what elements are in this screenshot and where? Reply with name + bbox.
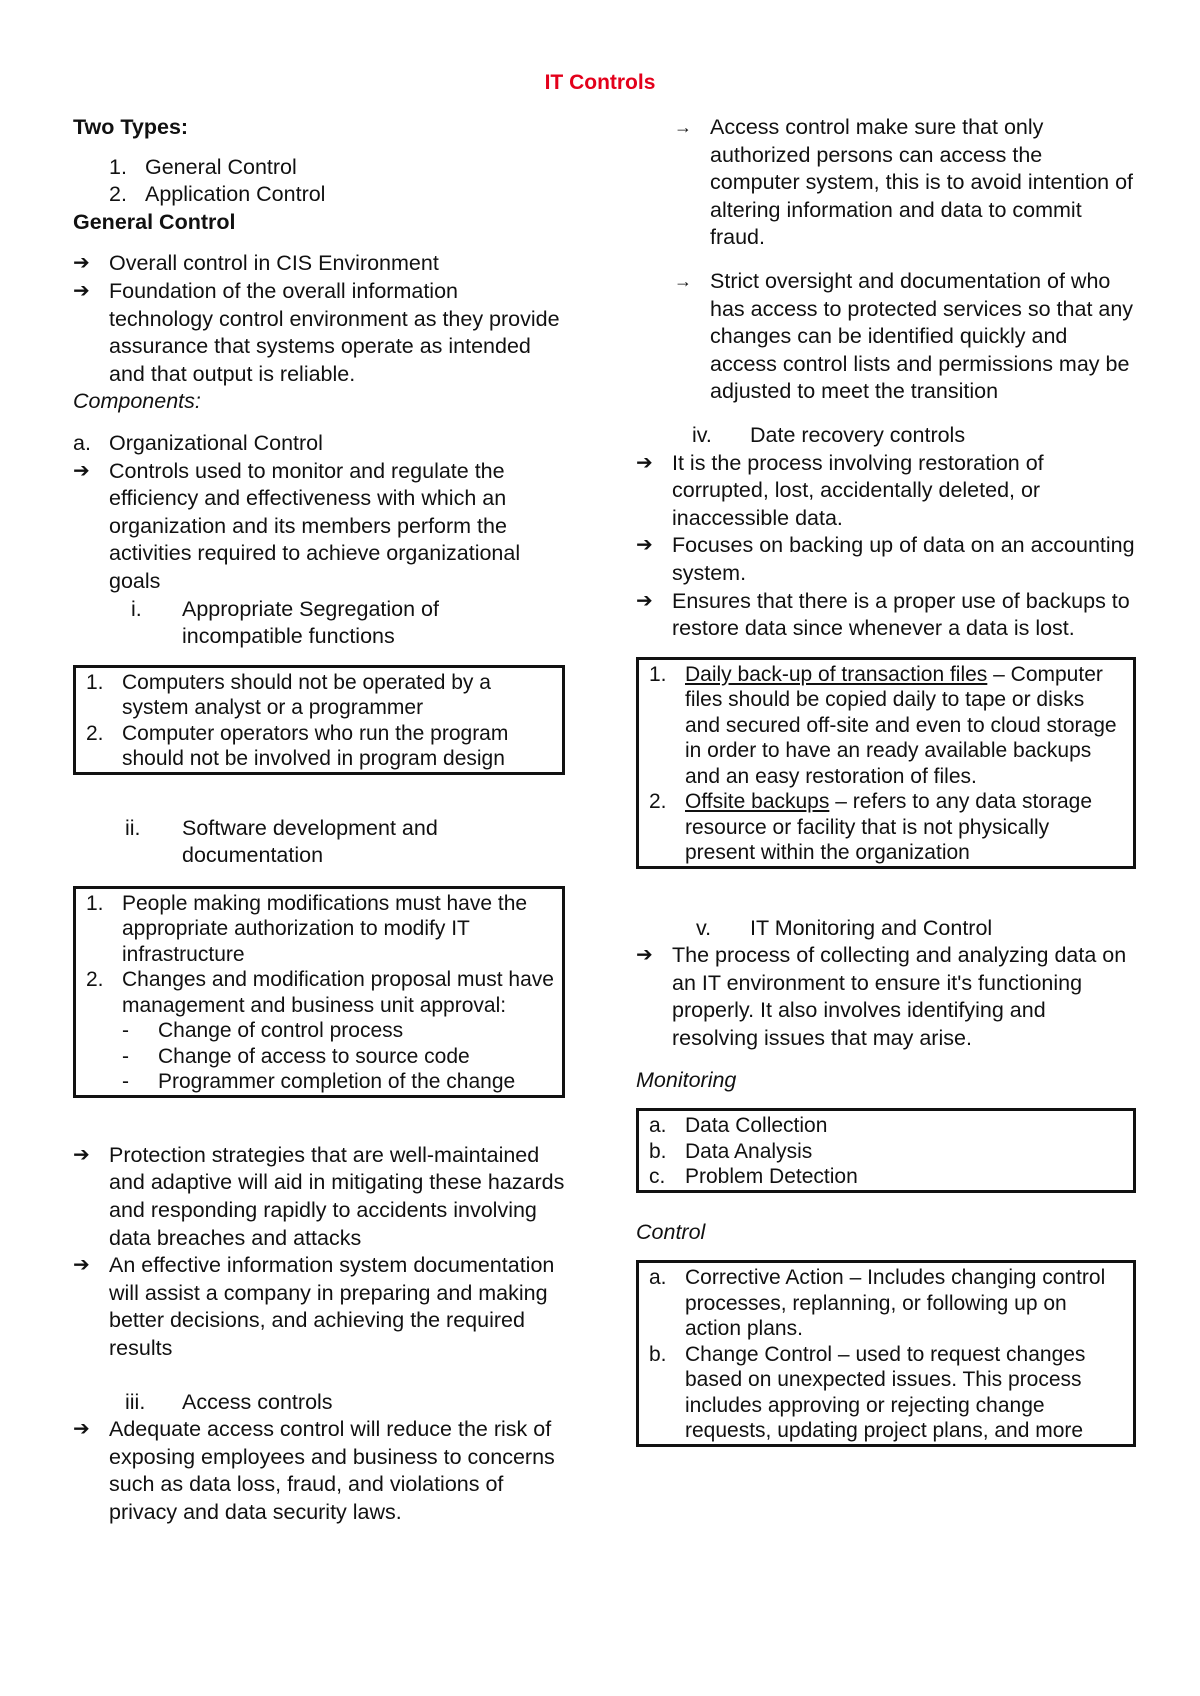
list-marker: 2. bbox=[109, 182, 127, 207]
list-item-text: Programmer completion of the change bbox=[158, 1070, 516, 1094]
list-item bbox=[86, 891, 554, 968]
components-heading: Components: bbox=[73, 389, 201, 414]
list-item-text: Data Analysis bbox=[685, 1139, 813, 1163]
arrow-icon: → bbox=[674, 270, 692, 291]
list-item-text: Corrective Action – Includes changing control processes, replanning, or following up on action plans. bbox=[685, 1266, 1106, 1341]
roman-marker: v. bbox=[696, 915, 712, 940]
arrow-icon: ➔ bbox=[73, 279, 90, 302]
list-item bbox=[86, 670, 554, 721]
list-item-term: Daily back-up of transaction files bbox=[685, 662, 988, 686]
arrow-icon: ➔ bbox=[73, 459, 90, 482]
list-item bbox=[649, 1164, 1125, 1190]
list-marker: b. bbox=[649, 1342, 667, 1366]
sub-heading-i bbox=[73, 596, 565, 651]
list-item-text: Changes and modification proposal must have management and business unit approval: bbox=[122, 968, 554, 1017]
monitoring-box bbox=[636, 1108, 1136, 1193]
list-marker: a. bbox=[649, 1114, 667, 1138]
list-item bbox=[73, 1416, 565, 1526]
list-marker: 2. bbox=[649, 790, 667, 814]
sub-heading-iii bbox=[73, 1389, 565, 1417]
two-types-heading: Two Types: bbox=[73, 115, 189, 139]
software-dev-list bbox=[86, 891, 554, 1095]
arrow-icon: ➔ bbox=[73, 1418, 90, 1441]
dash-marker: - bbox=[122, 1019, 129, 1043]
list-item-text: Protection strategies that are well-maintained and adaptive will aid in mitigating these hazards and responding rapidly to accidents involving data breaches and attacks bbox=[109, 1142, 565, 1250]
list-marker: 1. bbox=[86, 891, 104, 915]
arrow-icon: ➔ bbox=[636, 451, 653, 474]
org-control-points bbox=[73, 458, 565, 596]
list-item bbox=[674, 114, 1136, 252]
roman-marker: i. bbox=[131, 596, 142, 621]
backup-box bbox=[636, 657, 1136, 869]
list-item bbox=[73, 154, 565, 182]
list-item-text: Computer operators who run the program should not be involved in program design bbox=[122, 721, 509, 771]
list-marker: 1. bbox=[649, 662, 667, 686]
roman-marker: iv. bbox=[692, 422, 712, 447]
list-item-text: – Computer files should be copied daily to tape or disks and secured off-site and even to cloud storage in order to have an ready available backups and an easy restoration of files. bbox=[685, 662, 1117, 788]
dash-marker: - bbox=[122, 1044, 129, 1068]
general-control-points bbox=[73, 250, 565, 388]
list-item-text: An effective information system documentation will assist a company in preparing and making better decisions, and achieving the required results bbox=[109, 1253, 555, 1361]
arrow-icon: ➔ bbox=[636, 534, 653, 557]
list-item-text: Data Collection bbox=[685, 1114, 828, 1138]
control-list bbox=[649, 1265, 1125, 1444]
recovery-points bbox=[636, 450, 1136, 643]
list-item-text: General Control bbox=[145, 154, 297, 179]
list-item bbox=[73, 1142, 565, 1252]
org-control-item bbox=[73, 430, 565, 458]
sub-heading-text: Date recovery controls bbox=[750, 422, 966, 447]
list-item bbox=[73, 250, 565, 278]
roman-marker: iii. bbox=[125, 1389, 146, 1414]
list-item bbox=[122, 1018, 554, 1044]
list-item bbox=[674, 268, 1136, 406]
left-column bbox=[73, 114, 565, 1527]
list-item bbox=[86, 967, 554, 1095]
list-item bbox=[636, 450, 1136, 533]
control-heading: Control bbox=[636, 1219, 706, 1244]
approval-dash-list bbox=[122, 1018, 554, 1095]
list-item bbox=[122, 1069, 554, 1095]
list-item bbox=[73, 278, 565, 388]
list-item bbox=[649, 1342, 1125, 1444]
list-item-text: Change of control process bbox=[158, 1019, 404, 1043]
list-item-text: Controls used to monitor and regulate the efficiency and effectiveness with which an organization and its members perform the activities required to achieve organizational goals bbox=[109, 458, 521, 593]
dash-marker: - bbox=[122, 1070, 129, 1094]
monitoring-points bbox=[636, 942, 1136, 1052]
list-marker: a. bbox=[649, 1266, 667, 1290]
sub-heading-text: Appropriate Segregation of incompatible functions bbox=[182, 596, 439, 649]
list-marker: 1. bbox=[109, 154, 127, 179]
list-marker: 1. bbox=[86, 670, 104, 694]
general-control-heading: General Control bbox=[73, 209, 236, 234]
page-title: IT Controls bbox=[544, 71, 656, 94]
sub-heading-text: IT Monitoring and Control bbox=[750, 915, 993, 940]
list-item bbox=[86, 721, 554, 772]
list-item-text: Change Control – used to request changes based on unexpected issues. This process includes approving or rejecting change requests, updating project plans, and more bbox=[685, 1342, 1086, 1443]
list-item bbox=[649, 1265, 1125, 1342]
list-marker: a. bbox=[73, 430, 91, 455]
access-points-continued bbox=[636, 114, 1136, 406]
list-item-text: Change of access to source code bbox=[158, 1044, 470, 1068]
sub-heading-ii bbox=[73, 815, 565, 870]
sub-heading-v bbox=[636, 915, 1136, 943]
list-item-text: – refers to any data storage resource or facility that is not physically present within the organization bbox=[685, 790, 1093, 865]
segregation-box bbox=[73, 665, 565, 775]
two-types-list bbox=[73, 154, 565, 209]
list-item-text: Overall control in CIS Environment bbox=[109, 251, 439, 276]
segregation-list bbox=[86, 670, 554, 772]
list-item bbox=[636, 532, 1136, 587]
list-item bbox=[649, 789, 1125, 866]
list-item-term: Offsite backups bbox=[685, 790, 830, 814]
arrow-icon: ➔ bbox=[636, 589, 653, 612]
list-item-text: Computers should not be operated by a system analyst or a programmer bbox=[122, 670, 491, 720]
list-item bbox=[73, 1252, 565, 1362]
list-item-text: Organizational Control bbox=[109, 430, 323, 455]
list-item-text: Adequate access control will reduce the risk of exposing employees and business to concerns such as data loss, fraud, and violations of privacy and data security laws. bbox=[109, 1417, 555, 1524]
list-item-text: Strict oversight and documentation of who has access to protected services so that any changes can be identified quickly and access control lists and permissions may be adjusted to meet the transition bbox=[710, 268, 1134, 404]
sub-heading-iv bbox=[636, 422, 1136, 450]
right-column bbox=[636, 114, 1136, 1447]
list-marker: b. bbox=[649, 1139, 667, 1163]
list-item-text: Application Control bbox=[145, 182, 326, 207]
sub-heading-text: Software development and documentation bbox=[182, 815, 438, 868]
list-item-text: Focuses on backing up of data on an accounting system. bbox=[672, 533, 1135, 585]
arrow-icon: ➔ bbox=[73, 1143, 90, 1166]
list-marker: 2. bbox=[86, 721, 104, 745]
list-item-text: Access control make sure that only authorized persons can access the computer system, this is to avoid intention of altering information and data to commit fraud. bbox=[710, 115, 1134, 250]
list-item bbox=[122, 1044, 554, 1070]
arrow-icon: ➔ bbox=[73, 1254, 90, 1277]
monitoring-list bbox=[649, 1113, 1125, 1190]
roman-marker: ii. bbox=[125, 815, 141, 840]
list-item-text: Ensures that there is a proper use of backups to restore data since whenever a data is lost. bbox=[672, 588, 1130, 641]
list-item-text: The process of collecting and analyzing data on an IT environment to ensure it's functioning properly. It also involves identifying and resolving issues that may arise. bbox=[672, 943, 1127, 1051]
list-item-text: People making modifications must have the appropriate authorization to modify IT infrastructure bbox=[122, 891, 528, 966]
protection-points bbox=[73, 1142, 565, 1363]
software-dev-box bbox=[73, 886, 565, 1098]
monitoring-heading: Monitoring bbox=[636, 1067, 737, 1092]
access-points bbox=[73, 1416, 565, 1526]
list-item bbox=[636, 588, 1136, 643]
list-marker: 2. bbox=[86, 968, 104, 992]
list-marker: c. bbox=[649, 1165, 666, 1189]
list-item bbox=[649, 662, 1125, 790]
list-item bbox=[649, 1113, 1125, 1139]
arrow-icon: ➔ bbox=[636, 944, 653, 967]
arrow-icon: ➔ bbox=[73, 252, 90, 275]
list-item-text: Foundation of the overall information technology control environment as they provide assurance that systems operate as intended and that output is reliable. bbox=[109, 278, 560, 386]
list-item-text: It is the process involving restoration of corrupted, lost, accidentally deleted, or inaccessible data. bbox=[672, 450, 1044, 530]
list-item bbox=[636, 942, 1136, 1052]
arrow-icon: → bbox=[674, 117, 692, 137]
list-item bbox=[73, 181, 565, 209]
list-item-text: Problem Detection bbox=[685, 1165, 858, 1189]
backup-list bbox=[649, 662, 1125, 866]
list-item bbox=[649, 1139, 1125, 1165]
list-item bbox=[73, 458, 565, 596]
sub-heading-text: Access controls bbox=[182, 1389, 333, 1414]
control-box bbox=[636, 1260, 1136, 1447]
